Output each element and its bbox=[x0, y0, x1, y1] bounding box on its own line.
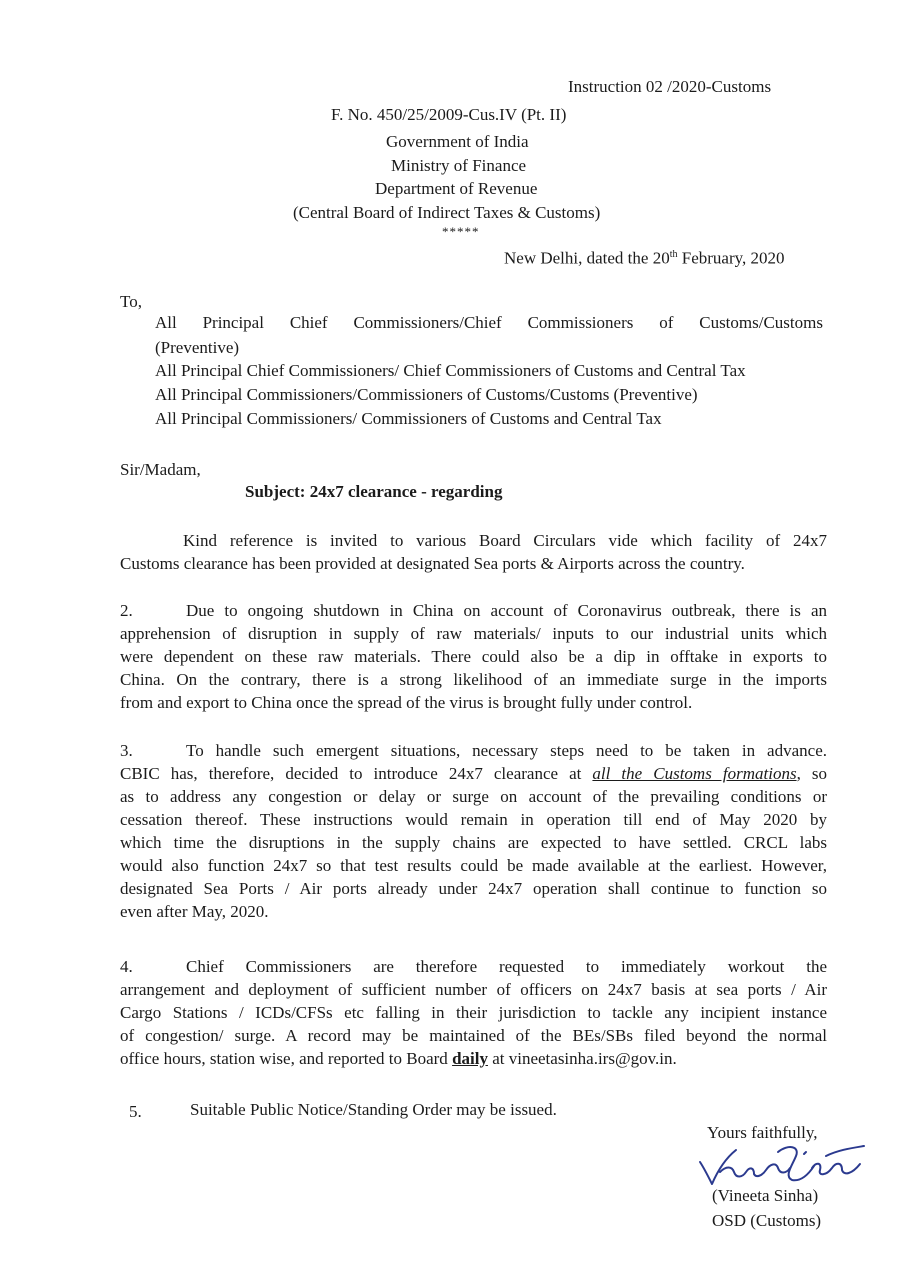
date-superscript: th bbox=[669, 249, 678, 260]
para3-line-8: even after May, 2020. bbox=[120, 902, 269, 921]
para2-line-1 bbox=[120, 599, 827, 622]
date-prefix: New Delhi, dated the 20 bbox=[504, 248, 670, 268]
para2-line-3: were dependent on these raw materials. There could also be a dip in offtake in exports to bbox=[120, 647, 827, 666]
recipient-1: All Principal Chief Commissioners/Chief Commissioners of Customs/Customs bbox=[155, 313, 823, 332]
para3-line-5: which time the disruptions in the supply chains are expected to have settled. CRCL labs bbox=[120, 833, 827, 852]
para2-line-4: China. On the contrary, there is a strong likelihood of an immediate surge in the imports bbox=[120, 670, 827, 689]
salutation: Sir/Madam, bbox=[120, 460, 201, 479]
paragraph-2 bbox=[120, 599, 827, 714]
para4-line-2: arrangement and deployment of sufficient number of officers on 24x7 basis at sea ports / Air bbox=[120, 980, 827, 999]
closing-line: Yours faithfully, bbox=[707, 1123, 818, 1142]
para3-line-1 bbox=[120, 739, 827, 762]
para4-line-1 bbox=[120, 955, 827, 978]
para2-line-2: apprehension of disruption in supply of raw materials/ inputs to our industrial units which bbox=[120, 624, 827, 643]
para2-line-1-text: Due to ongoing shutdown in China on account of Coronavirus outbreak, there is an bbox=[186, 601, 827, 620]
para1-line-2: Customs clearance has been provided at designated Sea ports & Airports across the country. bbox=[120, 554, 745, 573]
stars-separator: ***** bbox=[442, 224, 480, 239]
ministry-line: Ministry of Finance bbox=[391, 156, 527, 175]
recipient-2: All Principal Chief Commissioners/ Chief Commissioners of Customs and Central Tax bbox=[155, 361, 746, 380]
para3-line-2 bbox=[120, 762, 827, 785]
para3-line-7: designated Sea Ports / Air ports already under 24x7 operation shall continue to function so bbox=[120, 879, 827, 898]
paragraph-4 bbox=[120, 955, 827, 1070]
recipient-1-cont: (Preventive) bbox=[155, 338, 240, 357]
board-line: (Central Board of Indirect Taxes & Customs) bbox=[293, 203, 601, 222]
signatory-name: (Vineeta Sinha) bbox=[712, 1186, 819, 1205]
para4-line-3: Cargo Stations / ICDs/CFSs etc falling in their jurisdiction to tackle any incipient instance bbox=[120, 1003, 827, 1022]
para3-line-1-text: To handle such emergent situations, necessary steps need to be taken in advance. bbox=[186, 741, 827, 760]
paragraph-1 bbox=[120, 529, 827, 575]
date-suffix: February, 2020 bbox=[677, 248, 785, 268]
para4-line-1-text: Chief Commissioners are therefore requested to immediately workout the bbox=[186, 957, 827, 976]
para3-number: 3. bbox=[120, 741, 133, 760]
date-line bbox=[504, 244, 785, 270]
para1-line-1: Kind reference is invited to various Board Circulars vide which facility of 24x7 bbox=[183, 531, 827, 550]
recipient-4: All Principal Commissioners/ Commissioners of Customs and Central Tax bbox=[155, 409, 662, 428]
daily-emphasis: daily bbox=[452, 1049, 488, 1068]
para4-email-text: at vineetasinha.irs@gov.in. bbox=[492, 1049, 677, 1068]
para4-number: 4. bbox=[120, 957, 133, 976]
government-line: Government of India bbox=[386, 132, 529, 151]
subject-line: Subject: 24x7 clearance - regarding bbox=[245, 482, 503, 501]
para3-line-3: as to address any congestion or delay or surge on account of the prevailing conditions or bbox=[120, 787, 827, 806]
customs-formations-emphasis: all the Customs formations bbox=[592, 764, 797, 783]
department-line: Department of Revenue bbox=[375, 179, 538, 198]
para5-text: Suitable Public Notice/Standing Order may be issued. bbox=[190, 1100, 557, 1119]
para2-line-5: from and export to China once the spread of the virus is brought fully under control. bbox=[120, 693, 693, 712]
instruction-number: Instruction 02 /2020-Customs bbox=[568, 77, 772, 96]
signatory-designation: OSD (Customs) bbox=[712, 1211, 822, 1230]
para4-line-5-text: office hours, station wise, and reported to Board bbox=[120, 1049, 448, 1068]
para4-line-5 bbox=[120, 1047, 827, 1070]
para4-line-4: of congestion/ surge. A record may be maintained of the BEs/SBs filed beyond the normal bbox=[120, 1026, 827, 1045]
to-label: To, bbox=[120, 292, 142, 311]
para3-line-4: cessation thereof. These instructions would remain in operation till end of May 2020 by bbox=[120, 810, 827, 829]
para3-line-2-text: CBIC has, therefore, decided to introduce 24x7 clearance at bbox=[120, 764, 582, 783]
para3-line-2-end: , so bbox=[796, 764, 827, 783]
para2-number: 2. bbox=[120, 601, 133, 620]
file-number: F. No. 450/25/2009-Cus.IV (Pt. II) bbox=[331, 105, 567, 124]
para3-line-6: would also function 24x7 so that test results could be made available at the earliest. However, bbox=[120, 856, 827, 875]
para5-number: 5. bbox=[129, 1102, 142, 1121]
recipient-3: All Principal Commissioners/Commissioners of Customs/Customs (Preventive) bbox=[155, 385, 698, 404]
paragraph-3 bbox=[120, 739, 827, 923]
